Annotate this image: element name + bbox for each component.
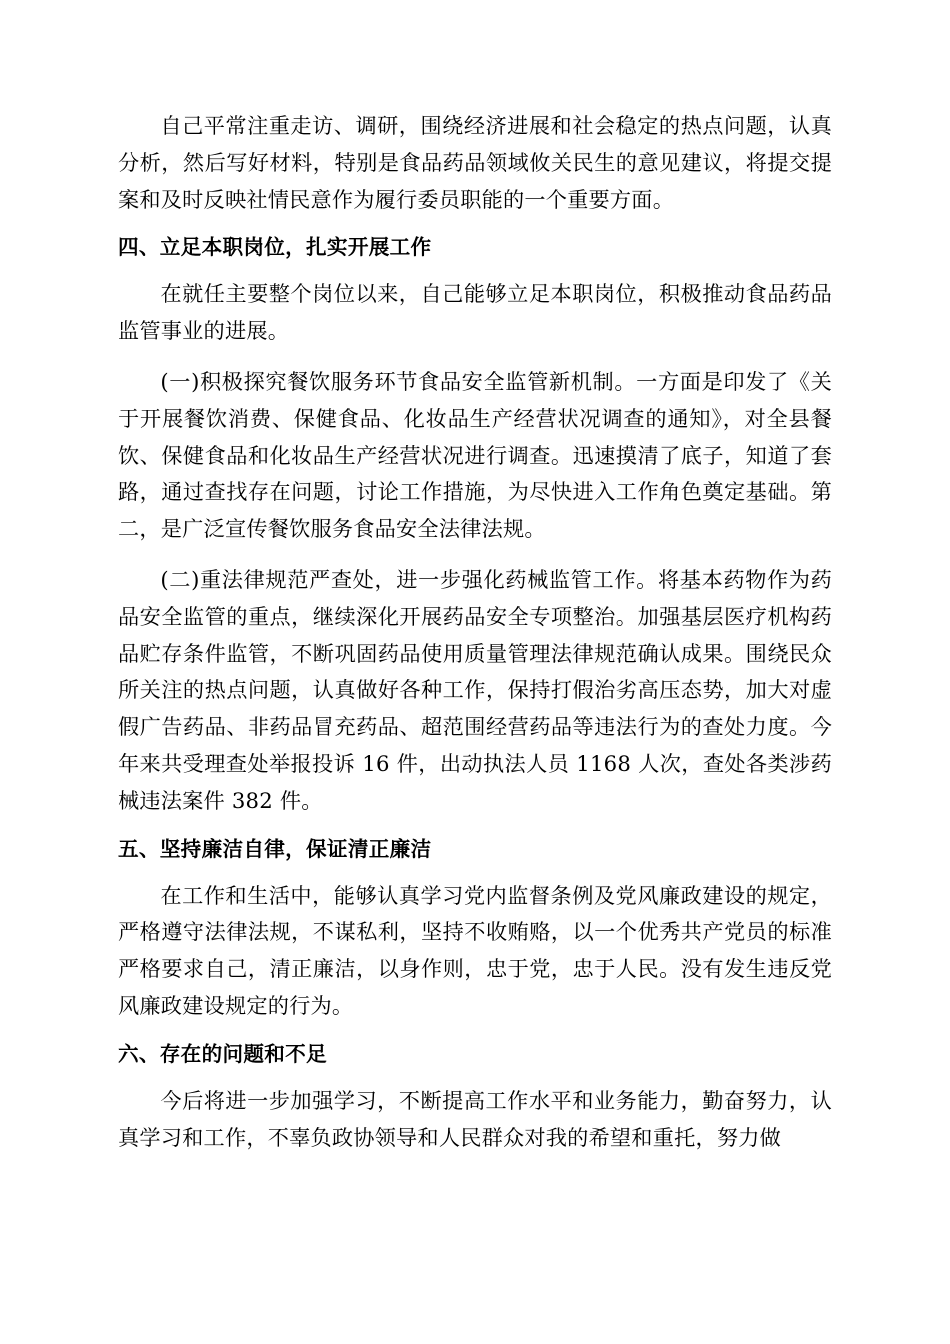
paragraph-drug-supervision: (二)重法律规范严查处，进一步强化药械监管工作。将基本药物作为药品安全监管的重点，继续深化开展药品安全专项整治。加强基层医疗机构药品贮存条件监管，不断巩固药品使用质量管理法律规范确认成果。围绕民众所关注的热点问题，认真做好各种工作，保持打假治劣高压态势，加大对虚假广告药品、非药品冒充药品、超范围经营药品等违法行为的查处力度。今年来共受理查处举报投诉 16 件，出动执法人员 1168 人次，查处各类涉药械违法案件 382 件。 — [118, 566, 832, 813]
paragraph-proposals: 自己平常注重走访、调研，围绕经济进展和社会稳定的热点问题，认真分析，然后写好材料，特别是食品药品领域攸关民生的意见建议，将提交提案和及时反映社情民意作为履行委员职能的一个重要方面。 — [118, 113, 832, 212]
paragraph-post-duties: 在就任主要整个岗位以来，自己能够立足本职岗位，积极推动食品药品监管事业的进展。 — [118, 281, 832, 344]
paragraph-future-work: 今后将进一步加强学习，不断提高工作水平和业务能力，勤奋努力，认真学习和工作，不辜负政协领导和人民群众对我的希望和重托，努力做 — [118, 1087, 832, 1150]
section-heading-6: 六、存在的问题和不足 — [118, 1041, 327, 1066]
document-page — [118, 108, 832, 1170]
paragraph-catering-safety: (一)积极探究餐饮服务环节食品安全监管新机制。一方面是印发了《关于开展餐饮消费、保健食品、化妆品生产经营状况调查的通知》，对全县餐饮、保健食品和化妆品生产经营状况进行调查。迅速摸清了底子，知道了套路，通过查找存在问题，讨论工作措施，为尽快进入工作角色奠定基础。第二，是广泛宣传餐饮服务食品安全法律法规。 — [118, 368, 832, 542]
section-heading-5: 五、坚持廉洁自律，保证清正廉洁 — [118, 836, 432, 861]
paragraph-integrity: 在工作和生活中，能够认真学习党内监督条例及党风廉政建设的规定，严格遵守法律法规，不谋私利，坚持不收贿赂，以一个优秀共产党员的标准严格要求自己，清正廉洁，以身作则，忠于党，忠于人民。没有发生违反党风廉政建设规定的行为。 — [118, 882, 832, 1018]
section-heading-4: 四、立足本职岗位，扎实开展工作 — [118, 235, 432, 260]
